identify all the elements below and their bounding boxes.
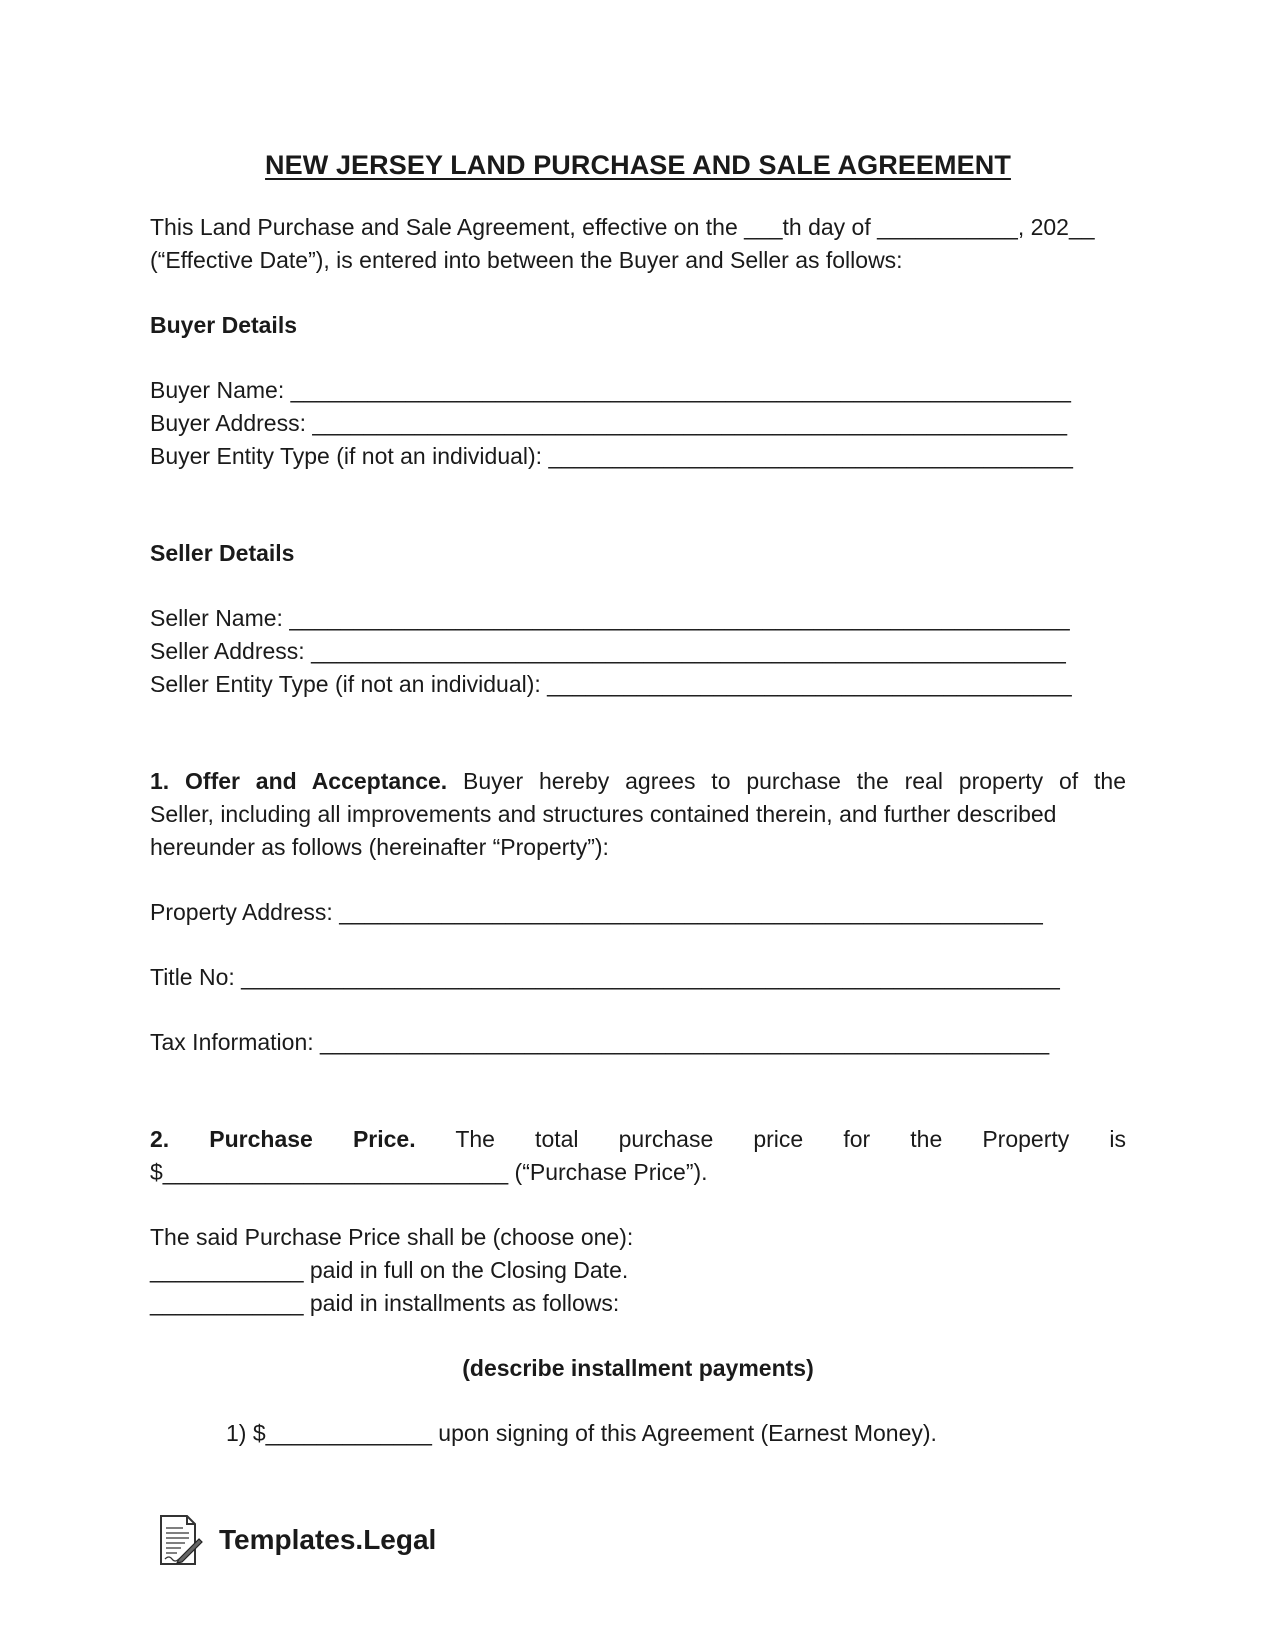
option-paid-in-installments[interactable]: ____________ paid in installments as follows: — [150, 1290, 620, 1316]
option-paid-in-full[interactable]: ____________ paid in full on the Closing Date. — [150, 1257, 629, 1283]
buyer-address-field[interactable]: Buyer Address: ___________________________________________________________ — [150, 410, 1068, 436]
section-1-line-1-text: Buyer hereby agrees to purchase the real property of the — [463, 768, 1126, 794]
buyer-name-field[interactable]: Buyer Name: _____________________________________________________________ — [150, 377, 1071, 403]
section-2-title: 2. Purchase Price. — [150, 1126, 416, 1152]
document-page — [150, 150, 1126, 1450]
section-2-line-1 — [150, 1123, 1126, 1156]
tax-information-field[interactable]: Tax Information: _________________________________________________________ — [150, 1029, 1050, 1055]
seller-address-field[interactable]: Seller Address: ___________________________________________________________ — [150, 638, 1066, 664]
section-1-line-1 — [150, 765, 1126, 798]
property-address-field[interactable]: Property Address: _______________________________________________________ — [150, 899, 1043, 925]
seller-details-heading: Seller Details — [150, 540, 295, 566]
footer-branding — [155, 1512, 436, 1568]
section-1-line-2: Seller, including all improvements and structures contained therein, and further described — [150, 801, 1057, 827]
title-no-field[interactable]: Title No: ________________________________________________________________ — [150, 964, 1060, 990]
seller-name-field[interactable]: Seller Name: _____________________________________________________________ — [150, 605, 1070, 631]
seller-entity-type-field[interactable]: Seller Entity Type (if not an individual): _________________________________________ — [150, 671, 1072, 697]
footer-brand-name: Templates.Legal — [219, 1524, 437, 1555]
intro-line-1: This Land Purchase and Sale Agreement, effective on the ___th day of ___________, 202__ — [150, 214, 1095, 240]
buyer-details-heading: Buyer Details — [150, 312, 298, 338]
section-2-line-1-text: The total purchase price for the Property is — [455, 1126, 1126, 1152]
section-1-line-3: hereunder as follows (hereinafter “Property”): — [150, 834, 609, 860]
buyer-entity-type-field[interactable]: Buyer Entity Type (if not an individual): _________________________________________ — [150, 443, 1073, 469]
document-title: NEW JERSEY LAND PURCHASE AND SALE AGREEMENT — [265, 150, 1011, 180]
choose-one-line: The said Purchase Price shall be (choose one): — [150, 1224, 634, 1250]
installment-item-1[interactable]: 1) $_____________ upon signing of this Agreement (Earnest Money). — [226, 1420, 937, 1446]
document-pen-icon — [155, 1512, 203, 1568]
section-1-title: 1. Offer and Acceptance. — [150, 768, 448, 794]
purchase-price-field[interactable]: $___________________________ (“Purchase Price”). — [150, 1159, 708, 1185]
describe-installments-heading: (describe installment payments) — [462, 1355, 814, 1381]
intro-line-2: (“Effective Date”), is entered into between the Buyer and Seller as follows: — [150, 247, 903, 273]
